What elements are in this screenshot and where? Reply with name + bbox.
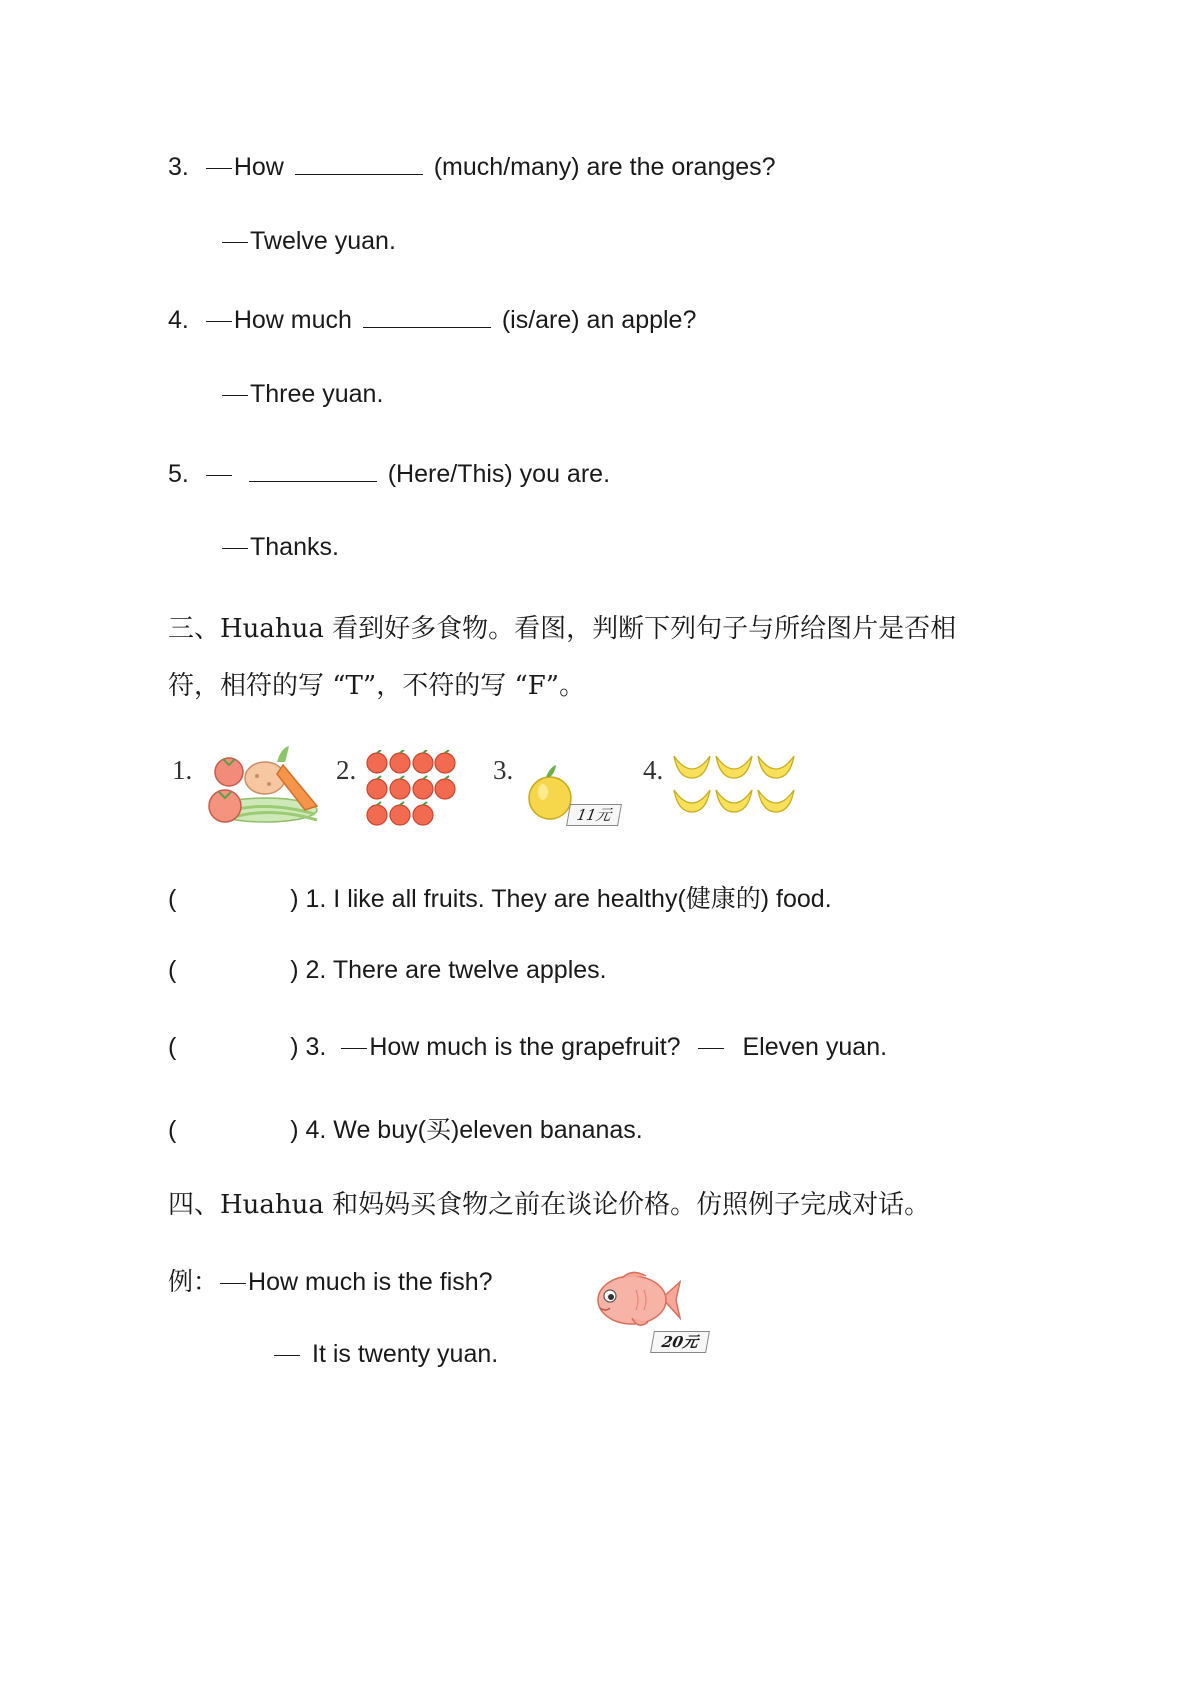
picture-number-2: 2. — [336, 755, 357, 785]
answer-text: Three yuan. — [250, 380, 384, 408]
close-paren: ) — [290, 1033, 299, 1061]
question-3 — [168, 150, 776, 182]
open-paren: ( — [168, 1116, 177, 1144]
question-prompt: How — [233, 153, 284, 181]
answer-3 — [220, 227, 396, 256]
example-label: 例： — [168, 1267, 219, 1296]
judge-item-1 — [168, 879, 832, 915]
section4-heading: 四、Huahua 和妈妈买食物之前在谈论价格。仿照例子完成对话。 — [168, 1190, 931, 1220]
price-label: 20元 — [660, 1333, 700, 1351]
question-5 — [168, 457, 610, 489]
fish-icon — [592, 1268, 682, 1332]
vegetables-icon — [205, 740, 323, 828]
question-number: 5. — [168, 460, 189, 488]
answer-blank[interactable] — [295, 150, 423, 175]
question-4 — [168, 303, 696, 335]
answer-text: Thanks. — [250, 533, 339, 561]
picture-number-4: 4. — [643, 755, 664, 785]
question-choice: (much/many) are the oranges? — [433, 153, 776, 181]
section3-heading-line1: 三、Huahua 看到好多食物。看图，判断下列句子与所给图片是否相 — [168, 614, 957, 644]
statement-number: 3. — [305, 1033, 327, 1061]
close-paren: ) — [290, 1116, 299, 1144]
price-tag-20 — [650, 1331, 710, 1353]
statement-answer: Eleven yuan. — [742, 1033, 888, 1061]
picture-number-1: 1. — [172, 755, 193, 785]
answer-blank[interactable] — [363, 303, 491, 328]
section3-heading-line2: 符，相符的写 “T”，不符的写 “F”。 — [168, 671, 586, 701]
answer-text: Twelve yuan. — [250, 227, 396, 255]
judge-item-2 — [168, 956, 607, 985]
twelve-apples-icon — [364, 750, 458, 828]
bananas-icon — [670, 748, 800, 820]
example-answer — [272, 1340, 498, 1369]
open-paren: ( — [168, 885, 177, 913]
picture-number-3: 3. — [493, 755, 514, 785]
question-choice: (is/are) an apple? — [501, 306, 697, 334]
statement-text: 1. I like all fruits. They are healthy(健康的) food. — [305, 885, 832, 913]
close-paren: ) — [290, 885, 299, 913]
judge-item-3 — [168, 1033, 887, 1062]
example-answer-text: It is twenty yuan. — [312, 1340, 499, 1368]
question-number: 3. — [168, 153, 189, 181]
open-paren: ( — [168, 956, 177, 984]
answer-4 — [220, 380, 383, 409]
answer-5 — [220, 533, 339, 562]
example-question — [168, 1262, 493, 1298]
price-tag-11 — [566, 804, 622, 826]
close-paren: ) — [290, 956, 299, 984]
question-prompt: How much — [233, 306, 352, 334]
question-choice: (Here/This) you are. — [387, 460, 611, 488]
example-question-text: How much is the fish? — [248, 1268, 493, 1296]
statement-question: How much is the grapefruit? — [369, 1033, 681, 1061]
price-label: 11元 — [575, 806, 613, 824]
statement-text: 4. We buy(买)eleven bananas. — [305, 1116, 643, 1144]
open-paren: ( — [168, 1033, 177, 1061]
question-number: 4. — [168, 306, 189, 334]
judge-item-4 — [168, 1110, 643, 1146]
statement-text: 2. There are twelve apples. — [305, 956, 607, 984]
answer-blank[interactable] — [249, 457, 377, 482]
